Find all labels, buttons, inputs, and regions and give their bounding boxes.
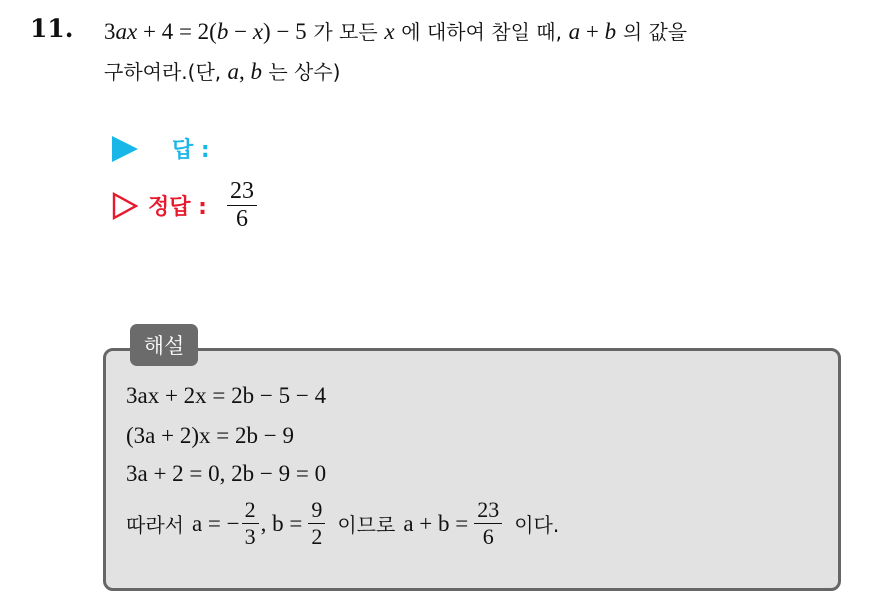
fraction-b xyxy=(308,497,325,550)
fraction-denominator: 6 xyxy=(235,206,248,233)
eq-part: 3 xyxy=(104,19,116,44)
fraction-denominator: 3 xyxy=(244,524,256,550)
eq-part: + xyxy=(580,19,605,44)
solution-line-3: 3a + 2 = 0, 2b − 9 = 0 xyxy=(126,461,327,486)
fraction-denominator: 6 xyxy=(482,524,494,550)
fraction-numerator: 23 xyxy=(477,497,500,522)
eq-part: ) − 5 xyxy=(263,19,307,44)
var: b xyxy=(250,59,262,84)
solution-tag: 해설 xyxy=(130,324,198,366)
fraction-numerator: 23 xyxy=(229,178,254,204)
solution-line-2: (3a + 2)x = 2b − 9 xyxy=(126,423,294,448)
korean-text: 에 대하여 참일 때, xyxy=(401,20,562,44)
fraction-a xyxy=(242,497,259,550)
var: a xyxy=(227,59,239,84)
var: x xyxy=(252,19,264,44)
var: b xyxy=(216,19,229,44)
korean-text: 가 모든 xyxy=(313,20,378,44)
solution-line-1: 3ax + 2x = 2b − 5 − 4 xyxy=(126,383,327,408)
answer-row xyxy=(112,133,338,164)
solution-line-4 xyxy=(126,497,559,550)
korean-text: 따라서 xyxy=(126,513,184,538)
eq-part: a = − xyxy=(191,510,240,536)
eq-part: , xyxy=(238,59,251,84)
eq-part: a + b = xyxy=(403,510,469,536)
correct-answer-label: 정답 : xyxy=(148,195,207,221)
eq-part: + 4 = 2( xyxy=(137,19,217,44)
korean-text: 는 상수) xyxy=(261,60,341,84)
korean-text: 구하여라.(단, xyxy=(104,60,228,84)
answer-value[interactable] xyxy=(218,136,338,162)
fraction-denominator: 2 xyxy=(311,524,323,550)
question-number: 11. xyxy=(30,14,74,43)
var: b xyxy=(604,19,617,44)
korean-text: 이므로 xyxy=(337,513,396,538)
eq-part: , b = xyxy=(260,510,303,536)
korean-text: 이다. xyxy=(514,513,560,538)
play-triangle-outline-icon xyxy=(112,192,138,220)
fraction-sum xyxy=(474,497,502,550)
var: x xyxy=(127,19,138,44)
korean-text: 의 값을 xyxy=(622,20,688,44)
fraction-numerator: 9 xyxy=(311,497,323,522)
correct-answer-fraction xyxy=(227,178,257,233)
var: a xyxy=(568,19,581,44)
question-text-line-2 xyxy=(104,56,340,85)
var: x xyxy=(384,19,395,44)
play-triangle-filled-icon xyxy=(112,136,138,162)
answer-label: 답 : xyxy=(172,138,210,163)
correct-answer-row xyxy=(112,178,257,233)
fraction-numerator: 2 xyxy=(244,497,256,522)
var: a xyxy=(115,19,127,44)
eq-part: − xyxy=(228,19,253,44)
question-text-line-1 xyxy=(104,16,687,45)
